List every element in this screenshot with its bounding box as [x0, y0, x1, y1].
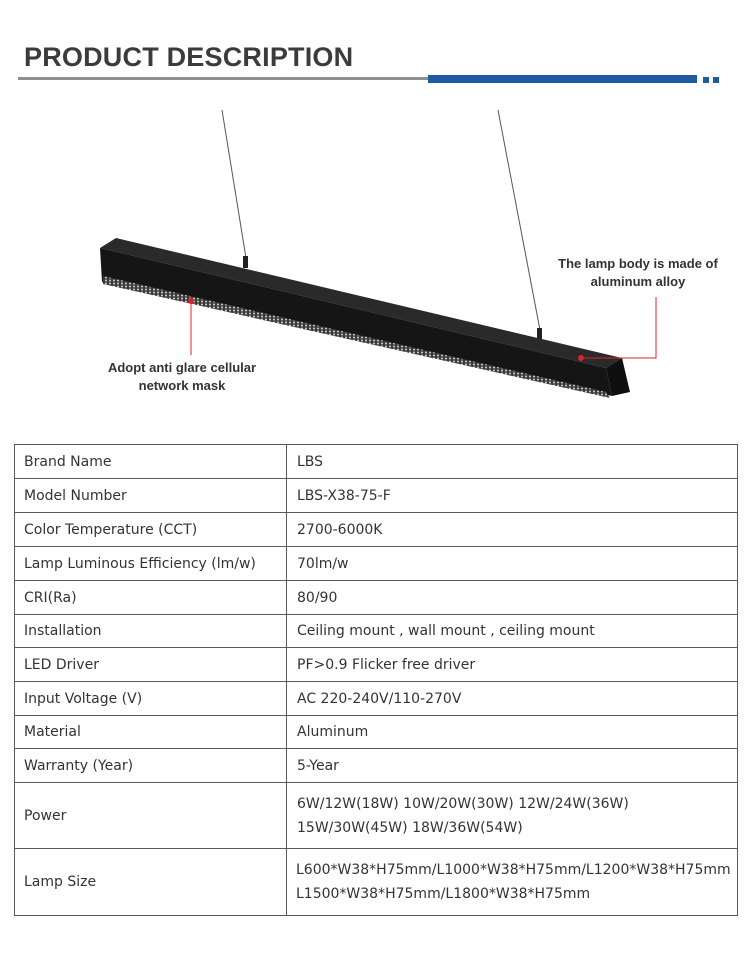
callout-text: aluminum alloy: [590, 274, 686, 289]
suspension-wire-right: [498, 110, 540, 330]
table-row: [15, 716, 738, 749]
callout-anti-glare: [92, 359, 272, 395]
callout-text: Adopt anti glare cellular: [107, 360, 257, 375]
spec-value-line: L1500*W38*H75mm/L1800*W38*H75mm: [296, 886, 591, 902]
table-row: [15, 783, 738, 849]
callout-text: The lamp body is made of: [558, 256, 718, 271]
table-row: [15, 445, 738, 479]
spec-key: Lamp Size: [15, 849, 287, 916]
spec-value: LBS-X38-75-F: [287, 479, 738, 513]
spec-value: 2700-6000K: [287, 513, 738, 547]
table-row: [15, 615, 738, 648]
spec-key: Material: [15, 716, 287, 749]
table-row: [15, 581, 738, 615]
callout-lamp-body: [548, 255, 728, 291]
spec-key: Model Number: [15, 479, 287, 513]
callout-line-right: [581, 297, 656, 358]
spec-value-line: 15W/30W(45W) 18W/36W(54W): [297, 819, 523, 836]
accent-square: [713, 77, 719, 83]
spec-value: 70lm/w: [287, 547, 738, 581]
spec-key: Input Voltage (V): [15, 682, 287, 716]
title-underline-gray: [18, 77, 430, 80]
spec-value-line: 6W/12W(18W) 10W/20W(30W) 12W/24W(36W): [297, 795, 629, 812]
spec-value: AC 220-240V/110-270V: [287, 682, 738, 716]
wire-clip-left: [243, 256, 248, 268]
table-row: [15, 849, 738, 916]
page-title: PRODUCT DESCRIPTION: [24, 42, 354, 72]
spec-key: Installation: [15, 615, 287, 648]
title-underline-blue: [428, 75, 697, 83]
spec-key: Power: [15, 783, 287, 849]
table-row: [15, 682, 738, 716]
spec-value: 80/90: [287, 581, 738, 615]
spec-value: Ceiling mount , wall mount , ceiling mount: [287, 615, 738, 648]
spec-key: CRI(Ra): [15, 581, 287, 615]
spec-value-line: L600*W38*H75mm/L1000*W38*H75mm/L1200*W38*H75mm: [296, 862, 731, 878]
spec-key: Warranty (Year): [15, 749, 287, 783]
spec-value: Aluminum: [287, 716, 738, 749]
spec-key: Lamp Luminous Efficiency (lm/w): [15, 547, 287, 581]
spec-value: [287, 783, 738, 849]
table-row: [15, 749, 738, 783]
table-row: [15, 547, 738, 581]
spec-value: LBS: [287, 445, 738, 479]
spec-value: [287, 849, 738, 916]
suspension-wire-left: [222, 110, 246, 258]
spec-key: LED Driver: [15, 648, 287, 682]
table-row: [15, 479, 738, 513]
table-row: [15, 648, 738, 682]
callout-text: network mask: [138, 378, 226, 393]
table-row: [15, 513, 738, 547]
lamp-body-top: [100, 238, 622, 368]
spec-table: [14, 444, 738, 916]
spec-key: Brand Name: [15, 445, 287, 479]
spec-value: PF>0.9 Flicker free driver: [287, 648, 738, 682]
accent-square: [703, 77, 709, 83]
spec-key: Color Temperature (CCT): [15, 513, 287, 547]
spec-value: 5-Year: [287, 749, 738, 783]
